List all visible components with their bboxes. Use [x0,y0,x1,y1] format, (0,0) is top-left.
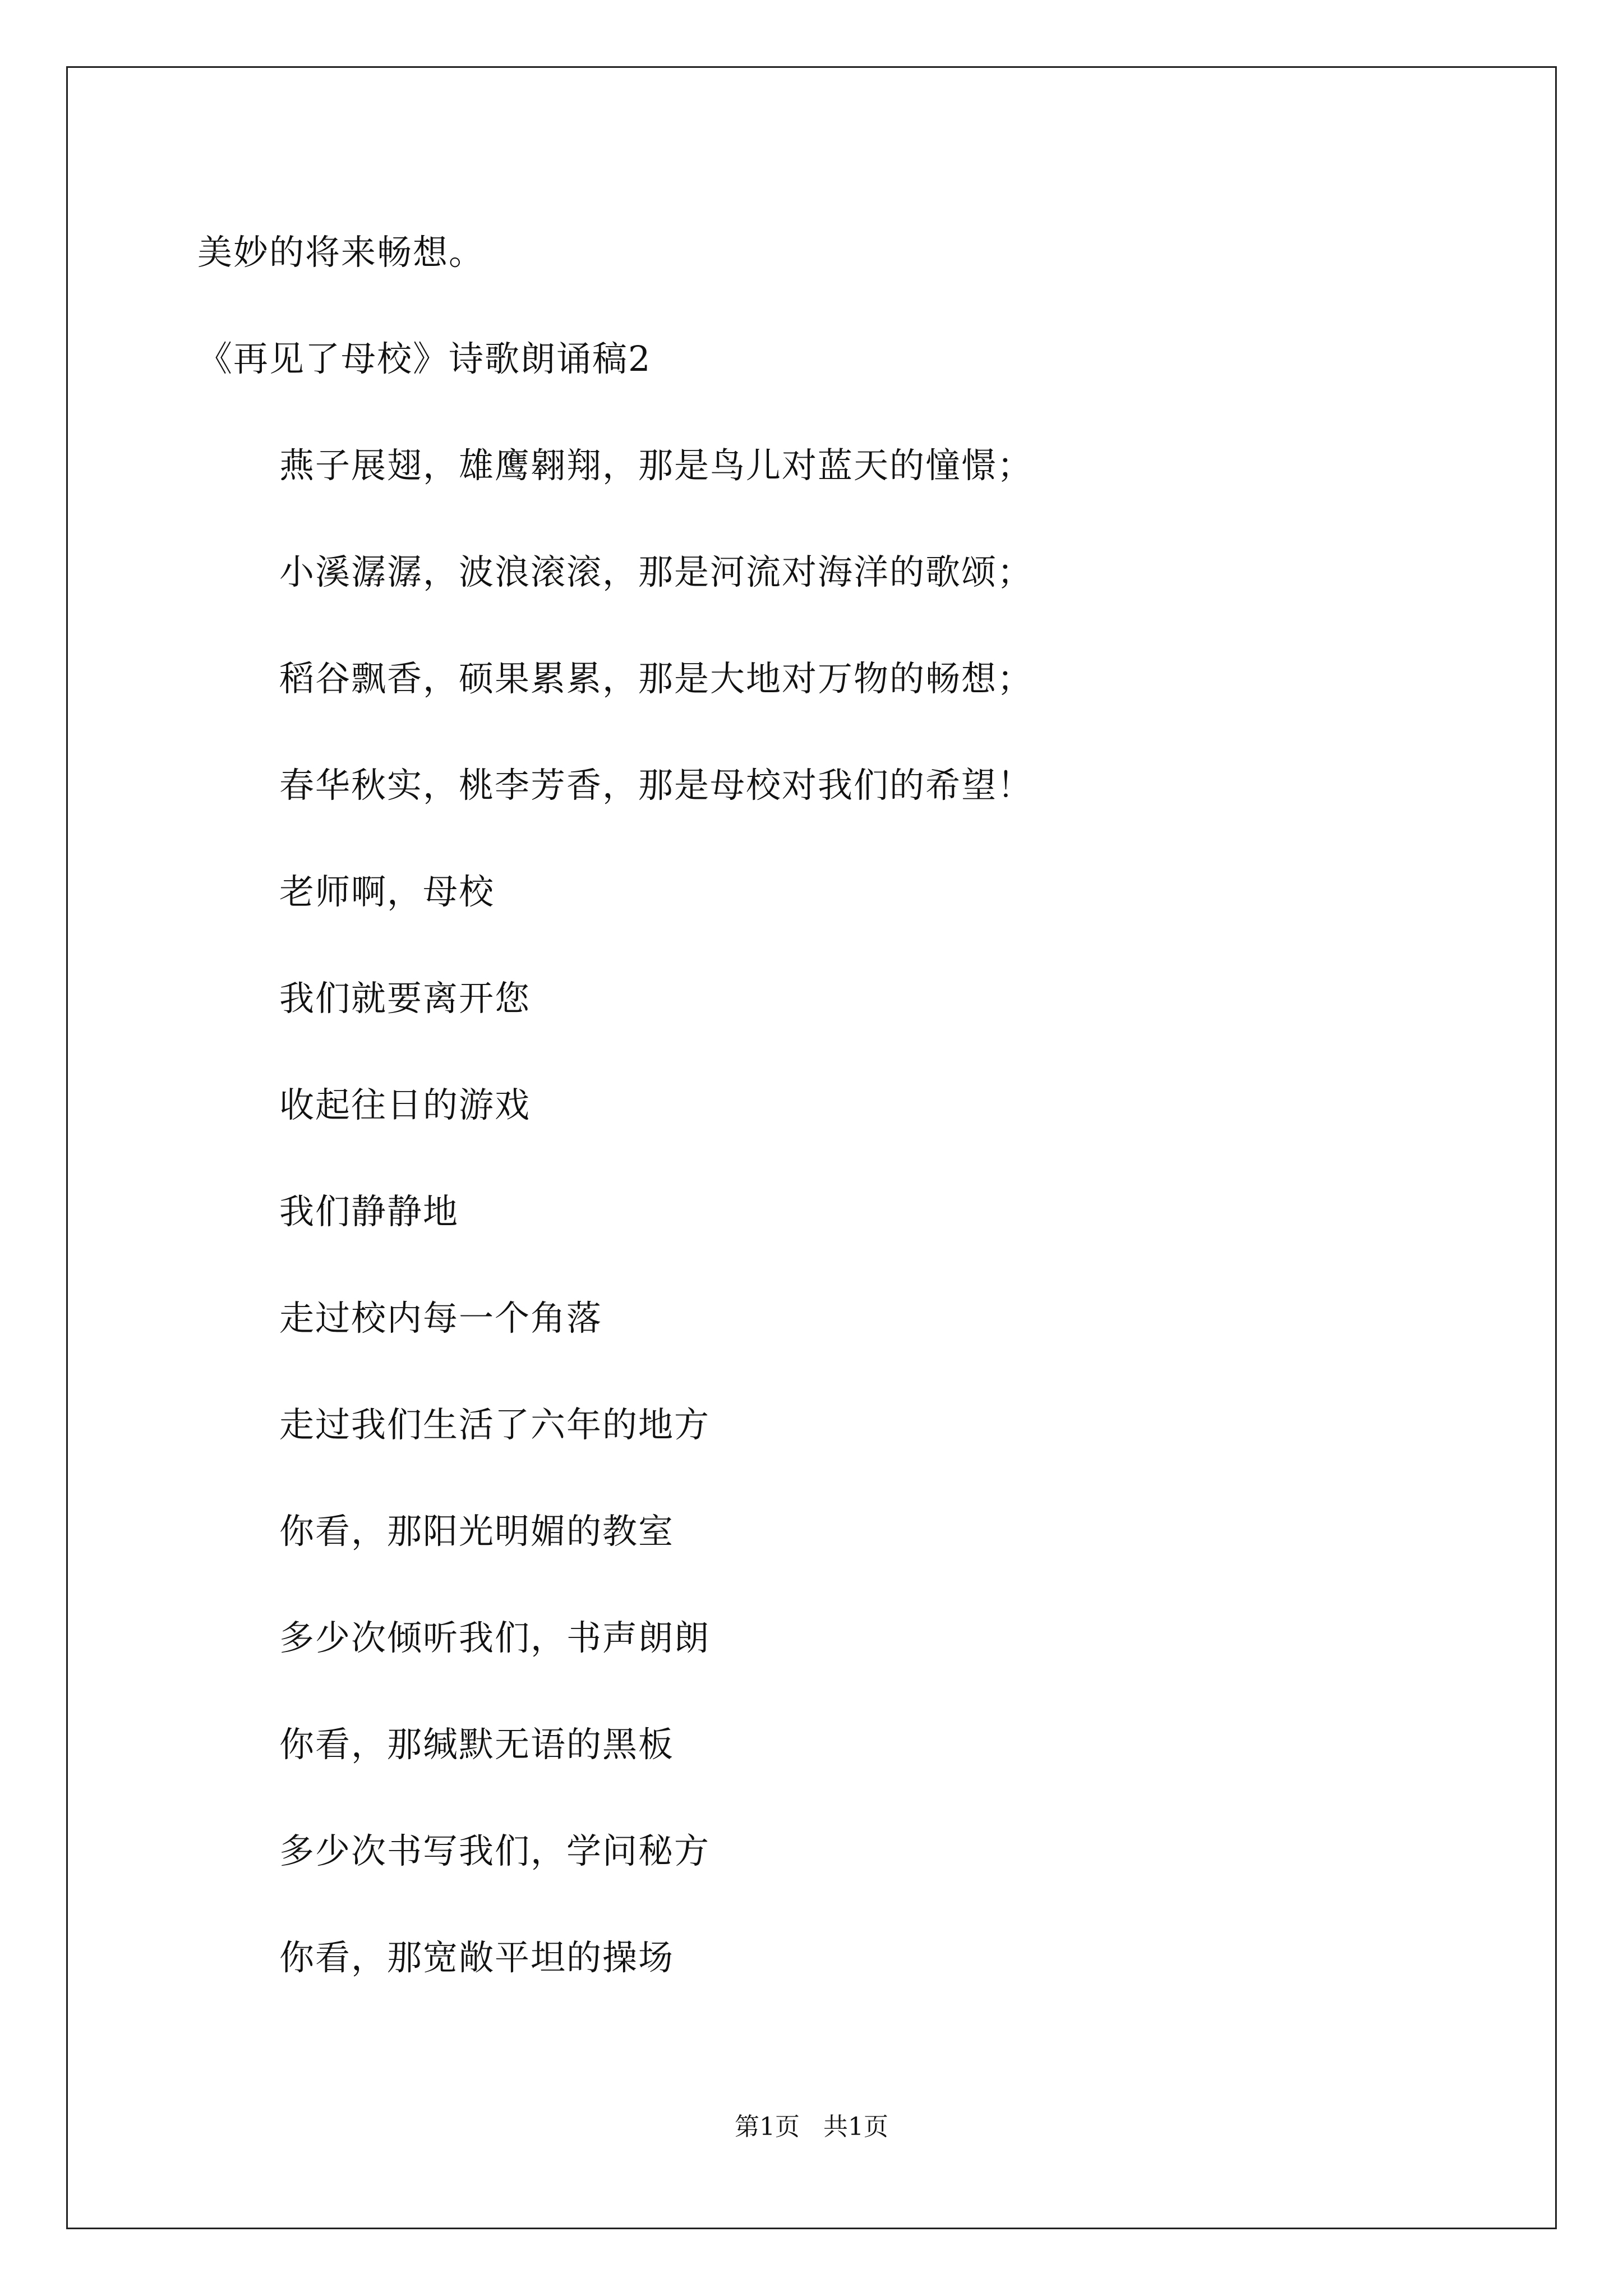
text-line: 老师啊，母校 [279,871,495,912]
text-line: 多少次书写我们，学问秘方 [279,1830,711,1871]
text-line: 稻谷飘香，硕果累累，那是大地对万物的畅想； [279,658,1034,699]
text-line: 走过我们生活了六年的地方 [279,1404,711,1445]
text-line: 收起往日的游戏 [279,1084,531,1125]
text-line: 多少次倾听我们，书声朗朗 [279,1617,711,1658]
text-line: 春华秋实，桃李芳香，那是母校对我们的希望！ [279,765,1034,806]
text-line: 美妙的将来畅想。 [197,232,485,273]
page-footer: 第1页 共1页 [735,2113,888,2141]
text-line: 你看，那宽敞平坦的操场 [279,1937,675,1978]
text-line: 我们就要离开您 [279,978,531,1019]
text-line: 你看，那阳光明媚的教室 [279,1511,675,1552]
text-line: 小溪潺潺，波浪滚滚，那是河流对海洋的歌颂； [279,551,1034,592]
text-line: 我们静静地 [279,1191,459,1232]
text-line: 燕子展翅，雄鹰翱翔，那是鸟儿对蓝天的憧憬； [279,445,1034,486]
poem-title: 《再见了母校》诗歌朗诵稿2 [197,338,652,379]
text-line: 走过校内每一个角落 [279,1297,603,1338]
page-border [66,66,1557,2229]
text-line: 你看，那缄默无语的黑板 [279,1724,675,1765]
